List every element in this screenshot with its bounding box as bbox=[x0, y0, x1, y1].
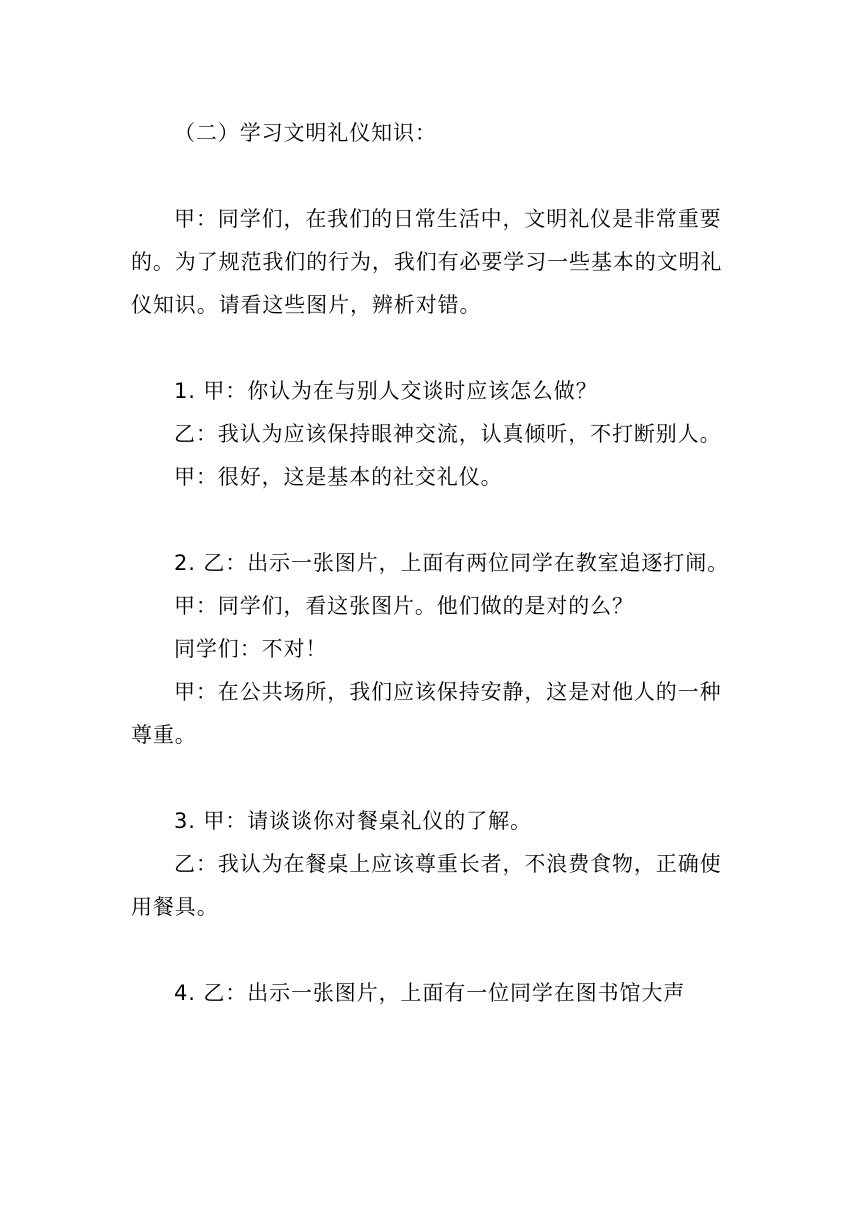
item-3-answer: 乙：我认为在餐桌上应该尊重长者，不浪费食物，正确使用餐具。 bbox=[131, 852, 722, 919]
intro-paragraph: 甲：同学们，在我们的日常生活中，文明礼仪是非常重要的。为了规范我们的行为，我们有必要学习一些基本的文明礼仪知识。请看这些图片，辨析对错。 bbox=[131, 207, 723, 317]
item-1-answer: 乙：我认为应该保持眼神交流，认真倾听，不打断别人。 bbox=[174, 422, 722, 446]
spacer bbox=[131, 155, 731, 198]
item-1-response: 甲：很好，这是基本的社交礼仪。 bbox=[174, 465, 503, 489]
spacer bbox=[131, 327, 731, 370]
item-2-answer: 甲：同学们，看这张图片。他们做的是对的么？ bbox=[174, 594, 634, 618]
document-page bbox=[131, 112, 731, 1015]
spacer bbox=[131, 929, 731, 972]
item-2-students-reply: 同学们：不对！ bbox=[174, 637, 328, 661]
item-2-question: 2. 乙：出示一张图片，上面有两位同学在教室追逐打闹。 bbox=[174, 551, 730, 575]
spacer bbox=[131, 499, 731, 542]
item-2-response: 甲：在公共场所，我们应该保持安静，这是对他人的一种尊重。 bbox=[131, 680, 722, 747]
section-heading: （二）学习文明礼仪知识： bbox=[174, 121, 437, 145]
item-1-question: 1. 甲：你认为在与别人交谈时应该怎么做？ bbox=[174, 379, 598, 403]
item-3-question: 3. 甲：请谈谈你对餐桌礼仪的了解。 bbox=[174, 809, 532, 833]
item-4-question: 4. 乙：出示一张图片，上面有一位同学在图书馆大声 bbox=[174, 981, 686, 1005]
spacer bbox=[131, 757, 731, 800]
